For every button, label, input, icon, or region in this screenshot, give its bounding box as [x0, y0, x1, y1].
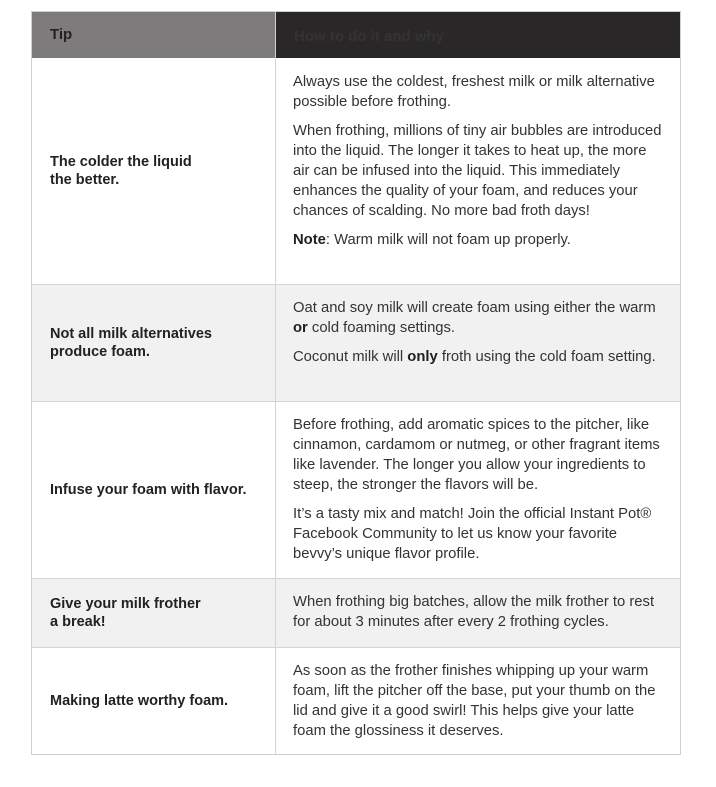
- description-paragraph: [293, 661, 664, 741]
- emphasis-text: only: [407, 349, 438, 365]
- body-text: Before frothing, add aromatic spices to the pitcher, like cinnamon, cardamom or nutmeg, or other fragrant items like lavender. The longer you allow your ingredients to steep, the stronger the flavors will be.: [293, 417, 660, 493]
- description-paragraph: [293, 592, 664, 632]
- body-text: It’s a tasty mix and match! Join the official Instant Pot® Facebook Community to let us know your favorite bevvy’s unique flavor profile.: [293, 506, 652, 562]
- table-header: [32, 12, 680, 58]
- tip-text: Not all milk alternatives produce foam.: [50, 326, 212, 360]
- body-text: Oat and soy milk will create foam using either the warm: [293, 300, 656, 316]
- tip-text: Give your milk frother a break!: [50, 596, 201, 630]
- body-text: When frothing big batches, allow the milk frother to rest for about 3 minutes after every 2 frothing cycles.: [293, 594, 655, 630]
- tip-cell: [32, 58, 275, 284]
- tip-text: Making latte worthy foam.: [50, 693, 229, 709]
- description-paragraph: [293, 230, 664, 250]
- description-paragraph: [293, 298, 664, 338]
- body-text: As soon as the frother finishes whipping up your warm foam, lift the pitcher off the base, put your thumb on the lid and give it a good swirl! This helps give your latte foam the glossiness it deserves.: [293, 663, 656, 739]
- header-tip: Tip: [32, 12, 275, 58]
- tip-cell: [32, 285, 275, 401]
- body-text: : Warm milk will not foam up properly.: [325, 232, 571, 248]
- body-text: froth using the cold foam setting.: [437, 349, 656, 365]
- description-paragraph: [293, 347, 664, 367]
- description-cell: [275, 58, 680, 284]
- description-cell: [275, 648, 680, 754]
- tip-text: Infuse your foam with flavor.: [50, 482, 247, 498]
- tips-table: [31, 11, 681, 755]
- description-paragraph: [293, 72, 664, 112]
- description-cell: [275, 579, 680, 647]
- description-cell: [275, 402, 680, 578]
- table-row: [32, 647, 680, 754]
- description-cell: [275, 285, 680, 401]
- emphasis-text: Note: [293, 232, 326, 248]
- body-text: cold foaming settings.: [307, 320, 456, 336]
- tip-cell: [32, 648, 275, 754]
- body-text: Always use the coldest, freshest milk or milk alternative possible before frothing.: [293, 74, 655, 110]
- body-text: Coconut milk will: [293, 349, 408, 365]
- table-row: [32, 58, 680, 284]
- description-paragraph: [293, 504, 664, 564]
- tip-text: The colder the liquid the better.: [50, 154, 192, 188]
- tip-cell: [32, 402, 275, 578]
- table-row: [32, 578, 680, 647]
- description-paragraph: [293, 415, 664, 495]
- table-row: [32, 284, 680, 401]
- table-row: [32, 401, 680, 578]
- header-how: How to do it and why: [275, 12, 680, 58]
- emphasis-text: or: [293, 320, 308, 336]
- description-paragraph: [293, 121, 664, 221]
- tip-cell: [32, 579, 275, 647]
- body-text: When frothing, millions of tiny air bubbles are introduced into the liquid. The longer it takes to heat up, the more air can be infused into the liquid. This immediately enhances the quality of your foam, and reduces your chances of scalding. No more bad froth days!: [293, 123, 662, 219]
